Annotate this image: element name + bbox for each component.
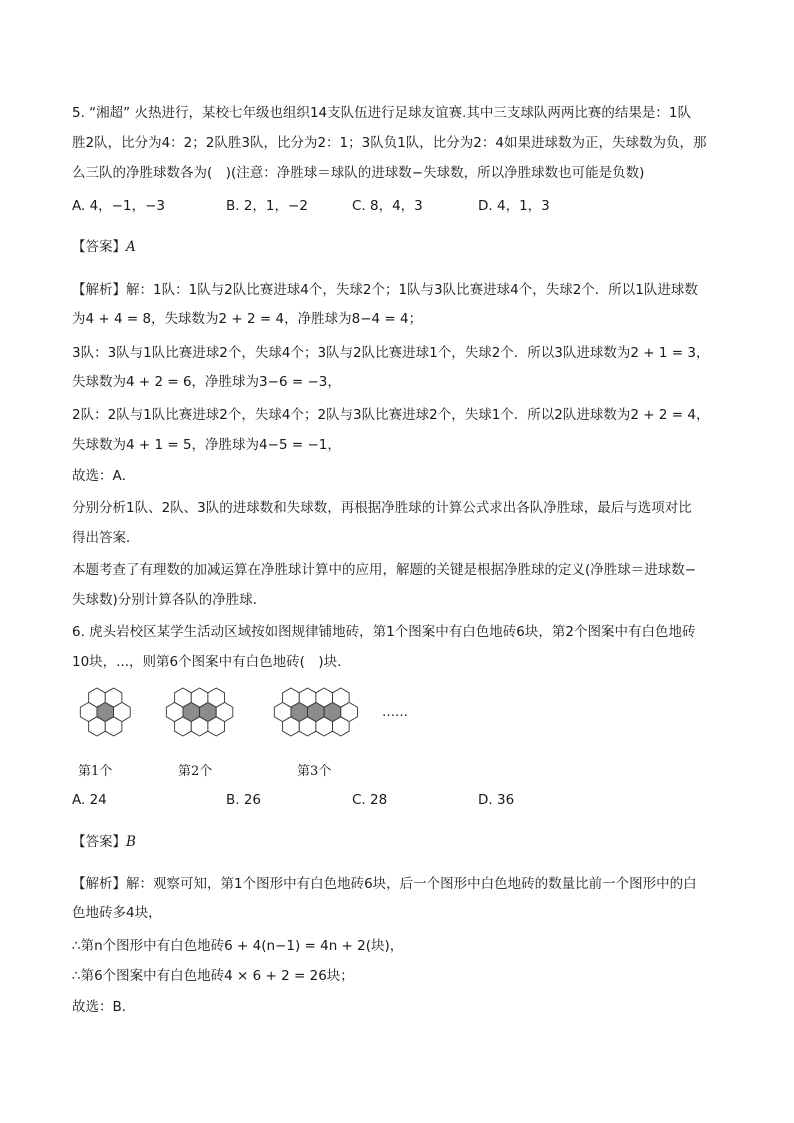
analysis-5-line-4: 失球数为4 + 2 = 6，净胜球为3−6 = −3， (72, 374, 341, 390)
question-5-line-3: 么三队的净胜球数各为( )(注意：净胜球＝球队的进球数−失球数，所以净胜球数也可能是负数) (72, 165, 645, 181)
q5-option-c: C. 8，4，3 (352, 198, 423, 214)
figure-caption-3: 第3个 (297, 764, 332, 779)
question-6-line-1: 6. 虎头岩校区某学生活动区域按如图规律铺地砖，第1个图案中有白色地砖6块，第2个图案中有白色地砖 (72, 624, 696, 640)
analysis-5-line-1 (72, 280, 698, 300)
analysis-5-line-9: 得出答案． (72, 530, 140, 546)
answer-5-line (72, 237, 136, 257)
analysis-6-line-5: 故选：B． (72, 999, 136, 1015)
figure-caption-2: 第2个 (178, 764, 213, 779)
analysis-5-line-5: 2队：2队与1队比赛进球2个，失球4个；2队与3队比赛进球2个，失球1个．所以2队进球数为2 + 2 = 4， (72, 407, 710, 423)
analysis-6-line-2: 色地砖多4块， (72, 905, 162, 921)
answer-value: B (126, 834, 136, 850)
analysis-text: 解：观察可知，第1个图形中有白色地砖6块，后一个图形中白色地砖的数量比前一个图形中的白 (126, 876, 697, 892)
analysis-text: 解：1队：1队与2队比赛进球4个，失球2个；1队与3队比赛进球4个，失球2个．所以1队进球数 (126, 282, 698, 298)
white-tile (283, 717, 300, 736)
analysis-6-line-3: ∴第n个图形中有白色地砖6 + 4(n−1) = 4n + 2(块)， (72, 938, 404, 954)
white-tile (175, 688, 192, 707)
white-tile (316, 717, 333, 736)
white-tile (316, 688, 333, 707)
analysis-tag: 【解析】 (72, 876, 126, 892)
white-tile (283, 688, 300, 707)
analysis-6-line-4: ∴第6个图案中有白色地砖4 × 6 + 2 = 26块； (72, 968, 354, 984)
white-tile (299, 688, 316, 707)
question-6-line-2: 10块，...，则第6个图案中有白色地砖( )块． (72, 654, 351, 670)
figure-ellipsis: …… (382, 705, 408, 720)
white-tile (299, 717, 316, 736)
q6-option-b: B. 26 (226, 792, 262, 808)
q5-option-b: B. 2，1，−2 (226, 198, 308, 214)
analysis-5-line-10: 本题考查了有理数的加减运算在净胜球计算中的应用，解题的关键是根据净胜球的定义(净胜球＝进球数− (72, 562, 697, 578)
q6-option-d: D. 36 (478, 792, 515, 808)
white-tile (175, 717, 192, 736)
analysis-5-line-7: 故选：A． (72, 468, 136, 484)
answer-6-line (72, 832, 136, 852)
analysis-tag: 【解析】 (72, 282, 126, 298)
white-tile (333, 717, 350, 736)
white-tile (208, 688, 225, 707)
analysis-5-line-11: 失球数)分别计算各队的净胜球． (72, 592, 267, 608)
answer-tag: 【答案】 (72, 834, 126, 850)
q5-option-d: D. 4，1，3 (478, 198, 550, 214)
answer-tag: 【答案】 (72, 239, 126, 255)
analysis-5-line-6: 失球数为4 + 1 = 5，净胜球为4−5 = −1， (72, 437, 341, 453)
white-tile (191, 688, 208, 707)
q6-option-c: C. 28 (352, 792, 388, 808)
analysis-5-line-2: 为4 + 4 = 8，失球数为2 + 2 = 4，净胜球为8−4 = 4； (72, 311, 423, 327)
analysis-5-line-3: 3队：3队与1队比赛进球2个，失球4个；3队与2队比赛进球1个，失球2个．所以3队进球数为2 + 1 = 3， (72, 345, 710, 361)
q5-option-a: A. 4，−1，−3 (72, 198, 165, 214)
white-tile (105, 717, 122, 736)
question-5-line-2: 胜2队，比分为4：2；2队胜3队，比分为2：1；3队负1队，比分为2：4如果进球数为正，失球数为负，那 (72, 135, 707, 151)
analysis-5-line-8: 分别分析1队、2队、3队的进球数和失球数，再根据净胜球的计算公式求出各队净胜球，最后与选项对比 (72, 500, 692, 516)
q6-option-a: A. 24 (72, 792, 107, 808)
hexagon-tile-figure (70, 684, 430, 740)
analysis-6-line-1 (72, 874, 697, 894)
white-tile (333, 688, 350, 707)
white-tile (208, 717, 225, 736)
white-tile (191, 717, 208, 736)
white-tile (89, 717, 106, 736)
white-tile (105, 688, 122, 707)
answer-value: A (126, 239, 136, 255)
question-5-line-1: 5. “湘超” 火热进行，某校七年级也组织14支队伍进行足球友谊赛.其中三支球队两两比赛的结果是：1队 (72, 105, 692, 121)
figure-caption-1: 第1个 (78, 764, 113, 779)
white-tile (89, 688, 106, 707)
